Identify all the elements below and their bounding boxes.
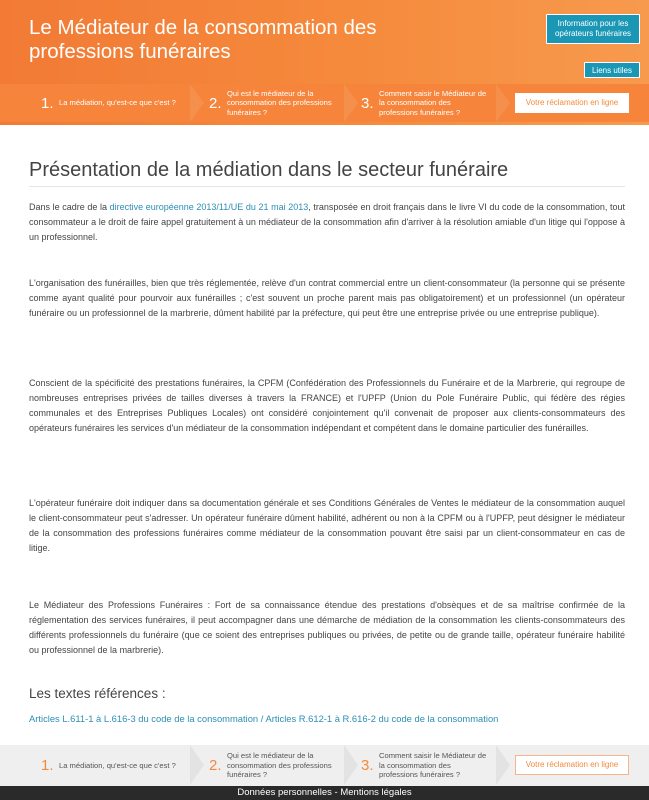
useful-links-button[interactable]: Liens utiles (584, 62, 640, 78)
step-number: 1. (41, 94, 54, 112)
reference-separator: / (258, 713, 266, 724)
title-divider (29, 186, 625, 187)
paragraph-directive (29, 200, 625, 245)
steps-nav-top (0, 84, 649, 122)
operators-info-button[interactable]: Information pour les opérateurs funéraires (546, 14, 640, 44)
step-arrow (496, 84, 510, 122)
paragraph-text: Dans le cadre de la (29, 202, 110, 212)
paragraph-organisation: L'organisation des funérailles, bien que très réglementée, relève d'un contrat commercial entre un client-consommateur (la personne qui se présente comme ayant qualité pour pourvoir aux funérailles ; c'est souvent un proche parent mais pas obligatoirement) et un professionnel (un opérateur funéraire ou un professionnel de la marbrerie, dûment habilité par la préfecture, qui peut être une entreprise privée ou une entreprise publique). (29, 278, 625, 318)
site-footer (0, 786, 649, 800)
paragraph-text: , transposée en droit français dans le livre VI du code de la consommation, tout consommateur a le droit de faire appel gratuitement à un médiateur de la consommation afin d'arriver à la résolution amiable d'un litige qui l'oppose à un professionnel. (29, 202, 625, 242)
step-label: Comment saisir le Médiateur de la consommation des professions funéraires ? (379, 88, 487, 117)
step-3-link[interactable] (361, 745, 491, 786)
step-number: 2. (209, 94, 222, 112)
online-claim-button[interactable]: Votre réclamation en ligne (515, 93, 629, 113)
step-label: La médiation, qu'est-ce que c'est ? (59, 760, 176, 770)
step-arrow (190, 745, 204, 785)
step-number: 3. (361, 94, 374, 112)
reference-link-regulatory[interactable]: Articles R.612-1 à R.616-2 du code de la consommation (265, 713, 499, 724)
step-arrow (496, 745, 510, 785)
steps-nav-bottom (0, 745, 649, 786)
step-arrow (190, 84, 204, 122)
step-2-link[interactable] (209, 745, 349, 786)
directive-link[interactable]: directive européenne 2013/11/UE du 21 mai 2013 (109, 202, 309, 212)
footer-separator: - (331, 787, 341, 798)
paragraph-operateur: L'opérateur funéraire doit indiquer dans sa documentation générale et ses Conditions Générales de Ventes le médiateur de la consommation auquel le client-consommateur peut s'adresser. Un opérateur funéraire dûment habilité, adhérent ou non à la CPFM ou à l'UPFP, peut désigner le médiateur de la consommation des professions funéraires comme médiateur de la consommation pouvant être saisi par un client-consommateur en cas de litige. (29, 498, 625, 553)
online-claim-button[interactable]: Votre réclamation en ligne (515, 755, 629, 775)
paragraph-mediateur: Le Médiateur des Professions Funéraires : Fort de sa connaissance étendue des prestations d'obsèques et de sa maîtrise confirmée de la réglementation des services funéraires, il peut accompagner dans une démarche de médiation de la consommation les clients-consommateurs des différents professionnels du funéraire (que ce soient des entreprises publiques ou privées, de petite ou de grande taille, opérateur funéraire habilité ou professionnel de la marbrerie). (29, 600, 625, 655)
step-number: 1. (41, 757, 54, 774)
paragraph-cpfm-upfp: Conscient de la spécificité des prestations funéraires, la CPFM (Confédération des Professionnels du Funéraire et de la Marbrerie, qui regroupe de nombreuses entreprises privées de tailles diverses à travers la FRANCE) et l'UPFP (Union du Pole Funéraire Public, qui fédère des régies communales et des Entreprises Publiques Locales) ont considéré conjointement qu'il convenait de proposer aux clients-consommateurs des opérateurs funéraires les services d'un médiateur de la consommation indépendant et compétent dans le domaine particulier des funérailles. (29, 378, 625, 433)
step-2-link[interactable] (209, 84, 349, 122)
site-title: Le Médiateur de la consommation des professions funéraires (29, 16, 377, 63)
step-number: 3. (361, 757, 374, 774)
step-arrow (344, 745, 358, 785)
step-arrow (344, 84, 358, 122)
step-number: 2. (209, 757, 222, 774)
step-label: Qui est le médiateur de la consommation des professions funéraires ? (227, 88, 332, 117)
step-1-link[interactable] (41, 84, 181, 122)
main-content (18, 125, 631, 745)
legal-notice-link[interactable]: Mentions légales (340, 787, 412, 798)
reference-link-legislative[interactable]: Articles L.611-1 à L.616-3 du code de la consommation (29, 713, 259, 724)
step-label: Comment saisir le Médiateur de la consommation des professions funéraires ? (379, 751, 487, 780)
references-links (29, 713, 498, 724)
personal-data-link[interactable]: Données personnelles (237, 787, 332, 798)
step-1-link[interactable] (41, 745, 181, 786)
step-label: Qui est le médiateur de la consommation des professions funéraires ? (227, 751, 332, 780)
site-header (0, 0, 649, 125)
step-label: La médiation, qu'est-ce que c'est ? (59, 98, 176, 108)
step-3-link[interactable] (361, 84, 491, 122)
page-title: Présentation de la médiation dans le secteur funéraire (29, 159, 509, 181)
references-title: Les textes références : (29, 686, 166, 701)
